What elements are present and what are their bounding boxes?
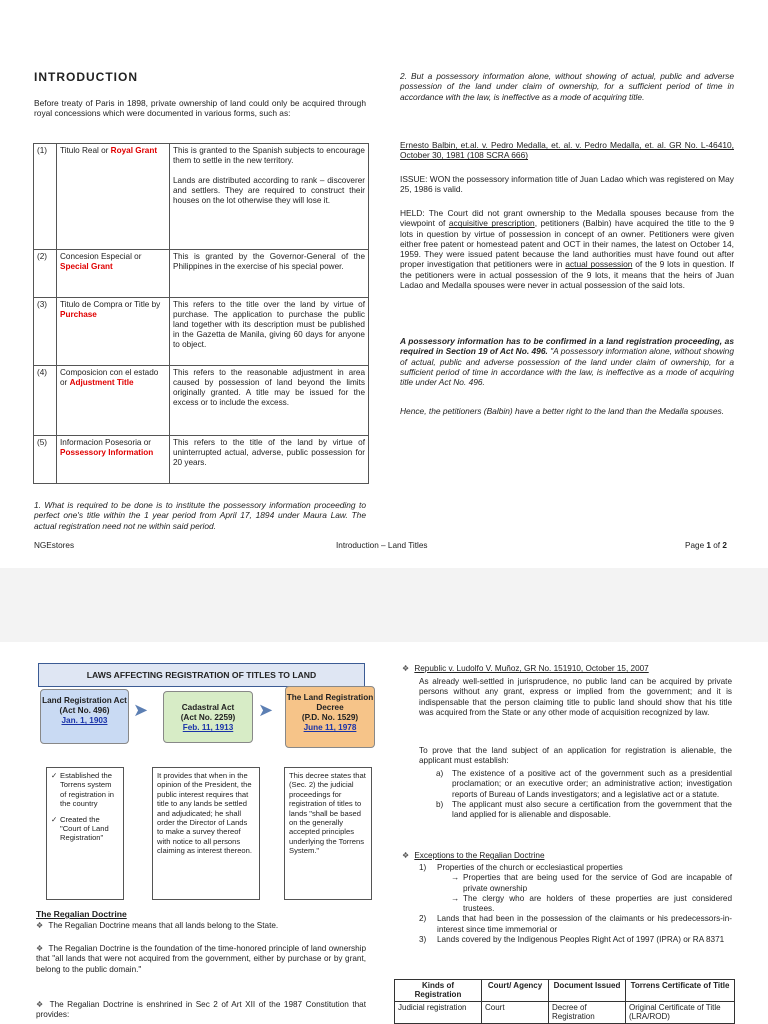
exceptions-heading: ❖ Exceptions to the Regalian Doctrine: [402, 851, 545, 860]
table-row: (3) Titulo de Compra or Title by Purchase This refers to the title over the land by virtue of purchase. The application to purchase the public land together with its description must be published in the Gazetta de Manila, giving 60 days for anyone to object.: [34, 298, 369, 366]
held-paragraph: HELD: The Court did not grant ownership to the Medalla spouses because from the viewpoint of acquisitive prescription, petitioners (Balbin) have acquired the title to the 9 lots in question by virtue of possession in concept of an owner. Petitioners were given either free patent or homestead patent and OCT in their names, the latest on October 14, 1959. They were issued patent because the land authorities must have found out after proper investigation that petitioners were in actual possession of the 9 lots in question. If the petitioners were in actual possession of the 9 lots, it means that the heirs of Juan Ladao and Medalla spouses were never in actual possession of the said lots.: [400, 208, 734, 291]
list-item: ❖ The Regalian Doctrine means that all lands belong to the State.: [36, 921, 279, 930]
list-item: ❖ The Regalian Doctrine is enshrined in Sec 2 of Art XII of the 1987 Constitution that provides:: [36, 1000, 366, 1020]
table-row: (2) Concesion Especial or Special Grant This is granted by the Governor-General of the Philippines in the exercise of his special power.: [34, 250, 369, 298]
table-row: (5) Informacion Posesoria or Possessory Information This refers to the title of the land by virtue of uninterrupted actual, adverse, public possession for 20 years.: [34, 436, 369, 484]
hence-paragraph: Hence, the petitioners (Balbin) have a better right to the land than the Medalla spouses.: [400, 406, 725, 416]
possessory-quote: A possessory information has to be confirmed in a land registration proceeding, as required in Section 19 of Act No. 496. "A possessory information alone, without showing of actual, public and adverse possession of the land under claim of ownership, for a sufficient period of time in accordance with the law, is ineffective as a mode of acquiring title under Act No. 496.: [400, 336, 734, 388]
exceptions-list: [419, 863, 732, 945]
footer-author: NGEstores: [34, 541, 75, 550]
arrow-right-icon: ➤: [258, 700, 274, 720]
law-box-cadastral-act: Cadastral Act (Act No. 2259) Feb. 11, 1913: [163, 691, 253, 743]
intro-paragraph: Before treaty of Paris in 1898, private ownership of land could only be acquired through royal concessions which were documented in various forms, such as:: [34, 98, 366, 119]
table-row: (1) Titulo Real or Royal Grant This is granted to the Spanish subjects to encourage them to settle in the new territory. Lands are distributed according to rank – discoverer and settlers. They are required to construct their houses on the lot otherwise they will lose it.: [34, 144, 369, 250]
republic-paragraph-two: To prove that the land subject of an application for registration is alienable, the applicant must establish:: [419, 746, 732, 766]
list-item: a) The existence of a positive act of the government such as a presidential proclamation; or an executive order; an administrative action; investigation reports of Bureau of Lands investigators; and a legislative act or a statute.: [436, 769, 732, 799]
footer-page-number: Page 1 of 2: [685, 541, 727, 550]
law-box-land-registration-act: Land Registration Act (Act No. 496) Jan. 1, 1903: [40, 689, 129, 744]
registration-kinds-table: [394, 979, 735, 1024]
republic-paragraph-one: As already well-settled in jurisprudence, no public land can be acquired by private persons without any grant, express or implied from the government; and it is indispensable that the person claiming title to public land should show that his title was acquired from the State or any other mode of acquisition recognized by law.: [419, 677, 732, 717]
note-one: 1. What is required to be done is to institute the possessory information proceeding to perfect one's title within the 1 year period from April 17, 1894 under Maura Law. The actual registration need not ne within said period.: [34, 500, 366, 531]
royal-concessions-table: [33, 143, 369, 484]
regalian-heading: The Regalian Doctrine: [36, 909, 127, 919]
land-registration-decree-details: This decree states that (Sec. 2) the judicial proceedings for registration of titles to lands "shall be based on the generally accepted principles underlying the Torrens System.": [284, 767, 372, 900]
issue-paragraph: ISSUE: WON the possessory information title of Juan Ladao which was registered on May 25, 1986 is valid.: [400, 174, 734, 195]
table-row: (4) Composicion con el estado or Adjustment Title This refers to the reasonable adjustment in area caused by possession of land beyond the limits originally granted. A title may be issued for the excess or to include the excess.: [34, 366, 369, 436]
laws-banner: LAWS AFFECTING REGISTRATION OF TITLES TO LAND: [38, 663, 365, 687]
republic-requirements-list: [436, 769, 732, 820]
list-item: ❖ The Regalian Doctrine is the foundation of the time-honored principle of land ownership that "all lands that were not acquired from the government, either by purchase or by grant, belong to the public domain.": [36, 944, 366, 974]
list-item: 3) Lands covered by the Indigenous Peoples Right Act of 1997 (IPRA) or RA 8371: [419, 935, 725, 945]
table-row: Judicial registration Court Decree of Registration Original Certificate of Title (LRA/ROD): [395, 1001, 735, 1023]
footer-title: Introduction – Land Titles: [336, 541, 428, 550]
land-registration-act-details: ✓ Established the Torrens system of registration in the country ✓ Created the "Court of Land Registration": [46, 767, 124, 900]
page-title: INTRODUCTION: [34, 70, 138, 84]
republic-case-title: ❖ Republic v. Ludolfo V. Muñoz, GR No. 151910, October 15, 2007: [402, 664, 649, 673]
list-item: 1) Properties of the church or ecclesiastical properties → Properties that are being used for the service of God are incapable of private ownership → The clergy who are holders of these properties are just considered trustees.: [419, 863, 732, 914]
cadastral-act-details: It provides that when in the opinion of the President, the public interest requires that title to any lands be settled and adjudicated; he shall order the Director of Lands to make a survey thereof with notice to all persons claiming as interest thereon.: [152, 767, 260, 900]
case-title: Ernesto Balbin, et.al. v. Pedro Medalla, et. al. v. Pedro Medalla, et. al. GR No. L-46410, October 30, 1981 (108 SCRA 666): [400, 140, 734, 161]
list-item: b) The applicant must also secure a certification from the government that the land applied for is alienable and disposable.: [436, 799, 732, 820]
note-two: 2. But a possessory information alone, without showing of actual, public and adverse possession of the land under claim of ownership, for a sufficient period of time in accordance with the law, is ineffective as a mode of acquiring title.: [400, 71, 734, 102]
arrow-right-icon: ➤: [133, 700, 149, 720]
table-header-row: Kinds of Registration Court/ Agency Document Issued Torrens Certificate of Title: [395, 980, 735, 1002]
law-box-land-registration-decree: The Land Registration Decree (P.D. No. 1529) June 11, 1978: [285, 686, 375, 748]
list-item: 2) Lands that had been in the possession of the claimants or his predecessors-in-interest since time immemorial or: [419, 914, 732, 934]
